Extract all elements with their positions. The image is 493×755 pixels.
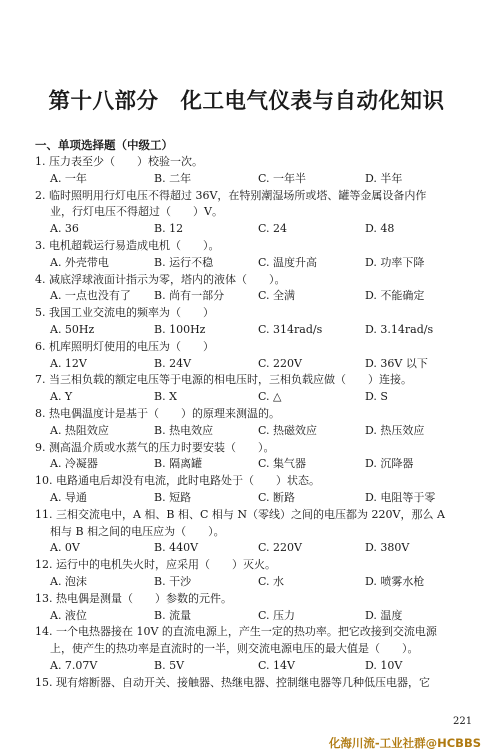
options-row — [35, 540, 475, 557]
answer-option: C. 温度升高 — [258, 255, 318, 269]
answer-option: A. 7.07V — [50, 658, 98, 672]
answer-option: C. 断路 — [258, 490, 296, 504]
answer-option: B. 热电效应 — [154, 423, 214, 437]
question-item — [35, 675, 475, 692]
answer-option: A. 50Hz — [50, 322, 95, 336]
question-text: 上，使产生的热功率是直流时的一半，则交流电源电压的最大值是（ ）。 — [50, 642, 419, 656]
answer-option: C. 314rad/s — [258, 322, 323, 336]
question-item — [35, 591, 475, 625]
answer-option: C. 集气器 — [258, 457, 307, 471]
answer-option: A. 0V — [50, 541, 80, 555]
answer-option: A. 一点也没有了 — [50, 289, 131, 303]
page-number: 221 — [453, 716, 473, 727]
options-row — [35, 356, 475, 373]
question-item — [35, 238, 475, 272]
answer-option: C. 24 — [258, 222, 288, 236]
answer-option: D. 36V 以下 — [365, 356, 428, 370]
answer-option: A. 一年 — [50, 171, 87, 185]
question-item — [35, 188, 475, 238]
question-list — [35, 154, 475, 692]
options-row — [35, 288, 475, 305]
answer-option: C. 压力 — [258, 608, 296, 622]
answer-option: D. 热压效应 — [365, 423, 425, 437]
question-text: 相与 B 相之间的电压应为（ ）。 — [50, 524, 225, 538]
options-row — [35, 322, 475, 339]
answer-option: B. 流量 — [154, 608, 192, 622]
options-row — [35, 389, 475, 406]
question-item — [35, 406, 475, 440]
options-row — [35, 171, 475, 188]
answer-option: A. 12V — [50, 356, 87, 370]
question-item — [35, 154, 475, 188]
answer-option: C. 14V — [258, 658, 295, 672]
question-text: 6. 机库照明灯使用的电压为（ ） — [35, 339, 214, 353]
answer-option: B. 隔离罐 — [154, 457, 203, 471]
answer-option: B. 二年 — [154, 171, 192, 185]
question-text: 15. 现有熔断器、自动开关、接触器、热继电器、控制继电器等几种低压电器，它 — [35, 675, 430, 689]
answer-option: C. 220V — [258, 541, 302, 555]
options-row — [35, 221, 475, 238]
answer-option: C. △ — [258, 390, 282, 404]
options-row — [35, 255, 475, 272]
question-text: 8. 热电偶温度计是基于（ ）的原理来测温的。 — [35, 406, 280, 420]
answer-option: B. 运行不稳 — [154, 255, 214, 269]
question-text: 9. 测高温介质或水蒸气的压力时要安装（ ）。 — [35, 440, 275, 454]
answer-option: A. Y — [50, 390, 73, 404]
options-row — [35, 456, 475, 473]
answer-option: B. 短路 — [154, 490, 192, 504]
question-item — [35, 473, 475, 507]
options-row — [35, 574, 475, 591]
question-item — [35, 272, 475, 306]
answer-option: D. 48 — [365, 222, 395, 236]
question-text: 14. 一个电热器接在 10V 的直流电源上，产生一定的热功率。把它改接到交流电源 — [35, 625, 437, 639]
question-text: 13. 热电偶是测量（ ）参数的元件。 — [35, 591, 232, 605]
question-text: 业，行灯电压不得超过（ ）V。 — [50, 205, 223, 219]
answer-option: C. 全满 — [258, 289, 296, 303]
answer-option: C. 热磁效应 — [258, 423, 318, 437]
question-text: 11. 三相交流电中，A 相、B 相、C 相与 N（零线）之间的电压都为 220V，那么 A — [35, 507, 445, 521]
answer-option: D. 沉降器 — [365, 457, 414, 471]
question-item — [35, 372, 475, 406]
question-item — [35, 440, 475, 474]
answer-option: D. 不能确定 — [365, 289, 425, 303]
answer-option: D. 喷雾水枪 — [365, 574, 425, 588]
question-item — [35, 305, 475, 339]
question-text: 3. 电机超载运行易造成电机（ ）。 — [35, 238, 220, 252]
answer-option: A. 液位 — [50, 608, 87, 622]
answer-option: A. 36 — [50, 222, 79, 236]
answer-option: D. 功率下降 — [365, 255, 425, 269]
answer-option: D. 3.14rad/s — [365, 322, 434, 336]
question-text: 1. 压力表至少（ ）校验一次。 — [35, 155, 203, 168]
answer-option: D. 半年 — [365, 171, 403, 185]
question-text: 5. 我国工业交流电的频率为（ ） — [35, 306, 214, 320]
answer-option: C. 水 — [258, 574, 285, 588]
question-item — [35, 507, 475, 557]
answer-option: B. 440V — [154, 541, 199, 555]
question-text: 10. 电路通电后却没有电流，此时电路处于（ ）状态。 — [35, 474, 320, 488]
answer-option: B. 5V — [154, 658, 185, 672]
answer-option: A. 外壳带电 — [50, 255, 109, 269]
options-row — [35, 423, 475, 440]
question-item — [35, 557, 475, 591]
answer-option: B. 12 — [154, 222, 184, 236]
page-title: 第十八部分 化工电气仪表与自动化知识 — [48, 89, 445, 114]
answer-option: D. 电阻等于零 — [365, 490, 436, 504]
answer-option: A. 热阻效应 — [50, 423, 109, 437]
answer-option: B. 100Hz — [154, 322, 206, 336]
question-text: 4. 减底浮球液面计指示为零，塔内的液体（ ）。 — [35, 272, 286, 286]
answer-option: B. 尚有一部分 — [154, 289, 225, 303]
section-heading: 一、单项选择题（中级工） — [35, 138, 173, 152]
answer-option: B. 干沙 — [154, 574, 192, 588]
question-item — [35, 624, 475, 674]
answer-option: C. 220V — [258, 356, 302, 370]
question-item — [35, 339, 475, 373]
answer-option: D. S — [365, 390, 388, 404]
answer-option: C. 一年半 — [258, 171, 307, 185]
answer-option: B. 24V — [154, 356, 192, 370]
options-row — [35, 658, 475, 675]
options-row — [35, 490, 475, 507]
question-text: 12. 运行中的电机失火时，应采用（ ）灭火。 — [35, 558, 276, 572]
answer-option: A. 冷凝器 — [50, 457, 98, 471]
question-text: 2. 临时照明用行灯电压不得超过 36V，在特别潮湿场所或塔、罐等金属设备内作 — [35, 188, 427, 202]
answer-option: A. 泡沫 — [50, 574, 87, 588]
watermark: 化海川流-工业社群@HCBBS — [328, 736, 481, 750]
options-row — [35, 608, 475, 625]
answer-option: D. 10V — [365, 658, 403, 672]
question-text: 7. 当三相负载的额定电压等于电源的相电压时，三相负载应做（ ）连接。 — [35, 373, 412, 387]
answer-option: B. X — [154, 390, 177, 404]
answer-option: A. 导通 — [50, 490, 87, 504]
answer-option: D. 温度 — [365, 608, 403, 622]
answer-option: D. 380V — [365, 541, 410, 555]
